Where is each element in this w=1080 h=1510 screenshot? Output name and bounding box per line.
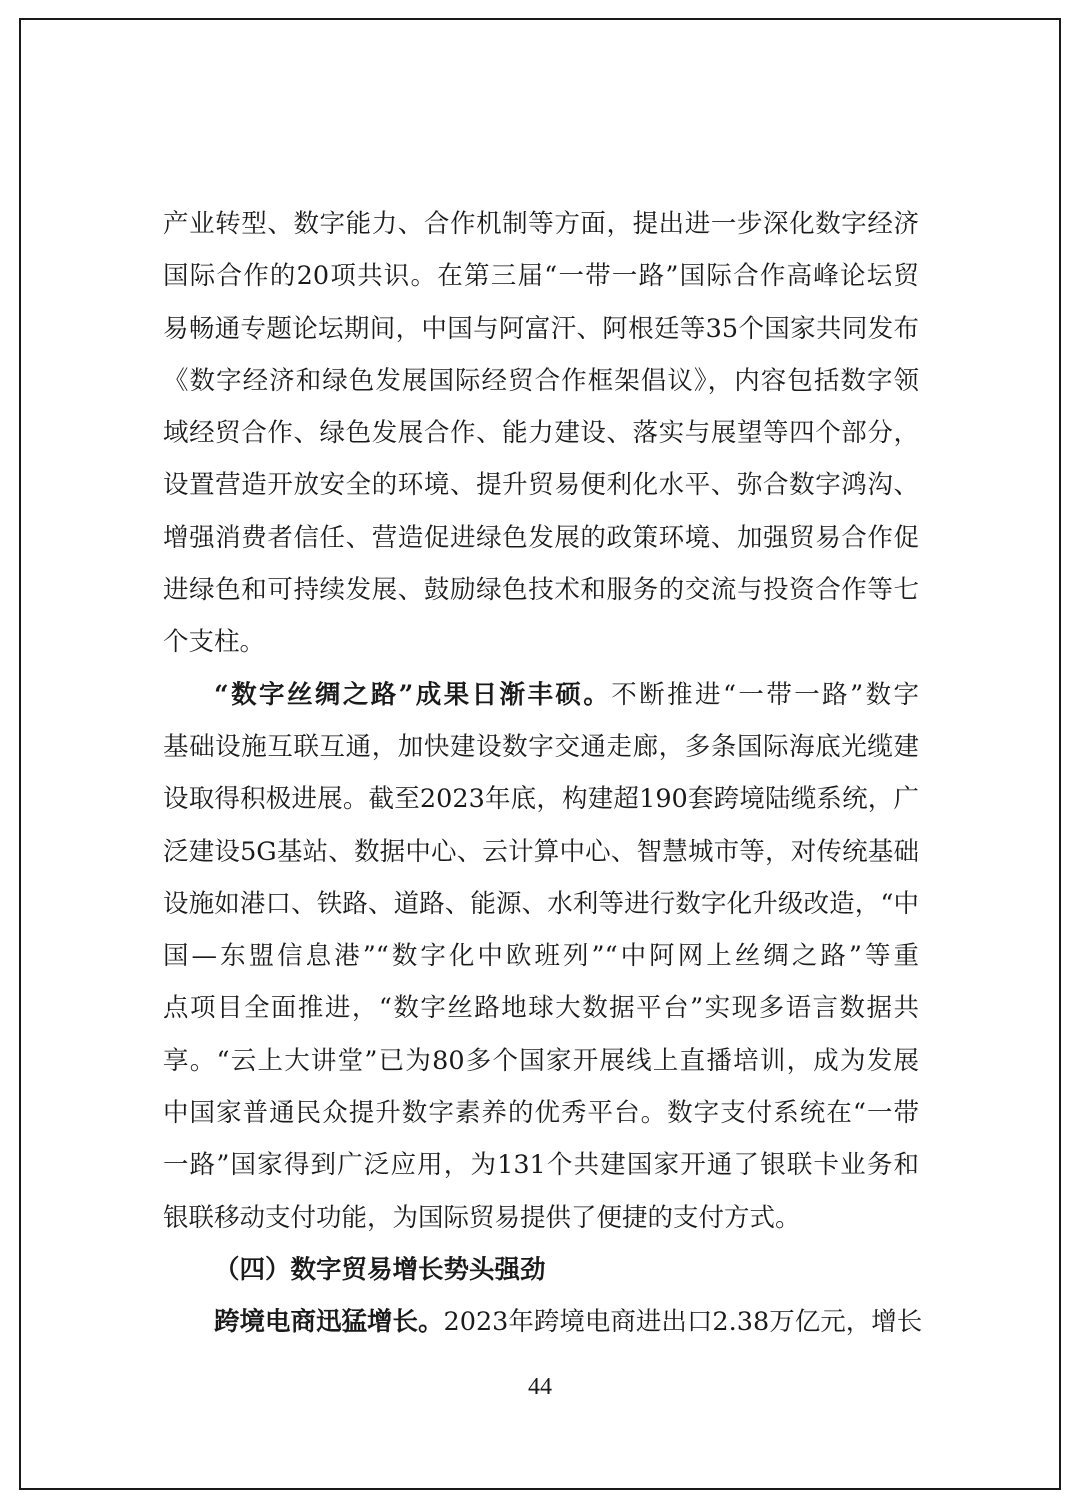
text-line: 进绿色和可持续发展、鼓励绿色技术和服务的交流与投资合作等七	[163, 575, 919, 606]
paragraph-lead-rest: 2023年跨境电商进出口2.38万亿元，增长	[443, 1307, 923, 1338]
text-line: 设取得积极进展。截至2023年底，构建超190套跨境陆缆系统，广	[163, 784, 919, 815]
paragraph-lead-bold: “数字丝绸之路”成果日渐丰硕。	[214, 679, 612, 710]
body-text	[163, 198, 923, 1349]
text-line: 设施如港口、铁路、道路、能源、水利等进行数字化升级改造，“中	[163, 888, 919, 919]
text-line: 《数字经济和绿色发展国际经贸合作框架倡议》，内容包括数字领	[163, 365, 919, 396]
text-line: 国际合作的20项共识。在第三届“一带一路”国际合作高峰论坛贸	[163, 261, 919, 292]
text-line: 个支柱。	[163, 627, 266, 658]
page-number: 44	[528, 1374, 552, 1400]
text-line: 设置营造开放安全的环境、提升贸易便利化水平、弥合数字鸿沟、	[163, 470, 919, 501]
text-line: 中国家普通民众提升数字素养的优秀平台。数字支付系统在“一带	[163, 1098, 919, 1129]
text-line: 银联移动支付功能，为国际贸易提供了便捷的支付方式。	[163, 1202, 801, 1233]
text-line: 基础设施互联互通，加快建设数字交通走廊，多条国际海底光缆建	[163, 731, 919, 762]
text-line: 享。“云上大讲堂”已为80多个国家开展线上直播培训，成为发展	[163, 1045, 919, 1076]
paragraph-lead-rest: 不断推进“一带一路”数字	[611, 679, 919, 710]
text-line: 一路”国家得到广泛应用，为131个共建国家开通了银联卡业务和	[163, 1150, 919, 1181]
text-line: 增强消费者信任、营造促进绿色发展的政策环境、加强贸易合作促	[163, 522, 919, 553]
section-heading: （四）数字贸易增长势头强劲	[214, 1254, 546, 1285]
text-line: 域经贸合作、绿色发展合作、能力建设、落实与展望等四个部分，	[163, 418, 919, 449]
paragraph-cross-border-ecommerce	[163, 1296, 923, 1348]
text-line: 产业转型、数字能力、合作机制等方面，提出进一步深化数字经济	[163, 209, 919, 239]
text-line: 点项目全面推进，“数字丝路地球大数据平台”实现多语言数据共	[163, 993, 919, 1024]
paragraph-lead-bold: 跨境电商迅猛增长。	[214, 1307, 444, 1338]
text-line: 国—东盟信息港”“数字化中欧班列”“中阿网上丝绸之路”等重	[163, 941, 919, 972]
paragraph-digital-silk-road	[163, 669, 919, 1244]
text-line-first	[163, 669, 919, 721]
paragraph-continuation	[163, 198, 919, 669]
text-line: 易畅通专题论坛期间，中国与阿富汗、阿根廷等35个国家共同发布	[163, 313, 919, 344]
text-line-first	[163, 1296, 923, 1348]
text-line: 泛建设5G基站、数据中心、云计算中心、智慧城市等，对传统基础	[163, 836, 919, 867]
